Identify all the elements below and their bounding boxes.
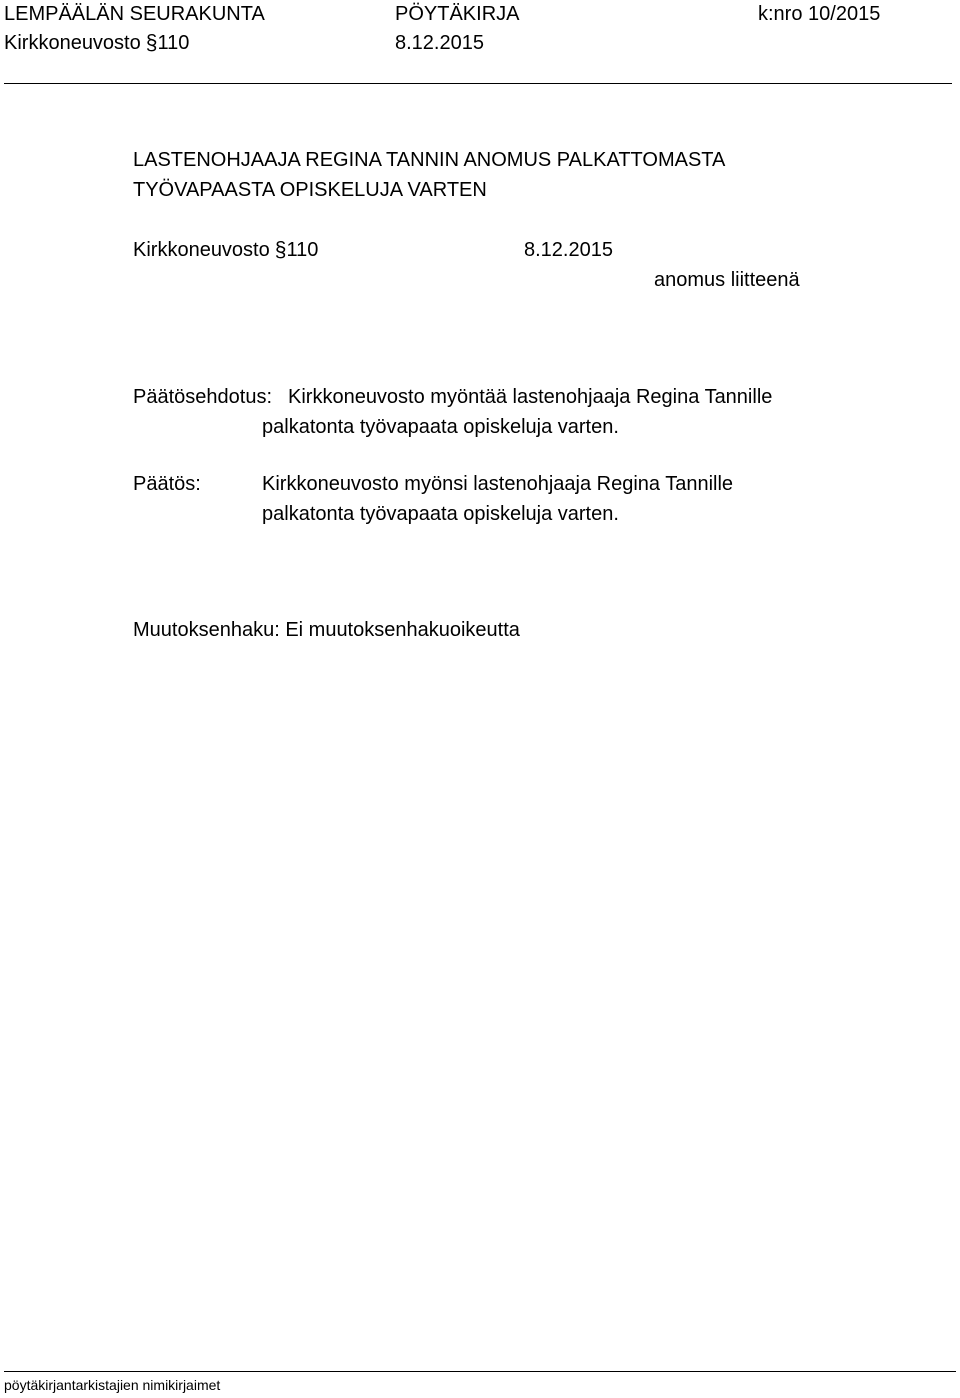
decision-label: Päätös:: [133, 473, 201, 495]
header-meeting-ref: [4, 31, 189, 55]
footer-rule: [4, 1371, 956, 1372]
proposal-line2: palkatonta työvapaata opiskeluja varten.: [262, 416, 619, 438]
header-rule: [4, 83, 952, 84]
document-type: PÖYTÄKIRJA: [395, 3, 520, 25]
item-section-number: 110: [286, 239, 319, 261]
item-date: 8.12.2015: [524, 239, 613, 261]
document-number: k:nro 10/2015: [758, 3, 881, 25]
item-title-line1: LASTENOHJAAJA REGINA TANNIN ANOMUS PALKATTOMASTA: [133, 149, 726, 171]
attachment-note: anomus liitteenä: [654, 269, 800, 291]
header-date: 8.12.2015: [395, 32, 484, 54]
decision-line1: Kirkkoneuvosto myönsi lastenohjaaja Regina Tannille: [262, 473, 734, 495]
organization-name: LEMPÄÄLÄN SEURAKUNTA: [4, 3, 265, 25]
signatures-label: pöytäkirjantarkistajien nimikirjaimet: [4, 1377, 221, 1393]
item-body-name: Kirkkoneuvosto: [133, 239, 270, 261]
decision-line2: palkatonta työvapaata opiskeluja varten.: [262, 503, 619, 525]
item-section-sign: §: [275, 238, 287, 262]
appeal-notice: Muutoksenhaku: Ei muutoksenhakuoikeutta: [133, 619, 520, 641]
header-body-name: Kirkkoneuvosto: [4, 32, 141, 54]
item-title-line2: TYÖVAPAASTA OPISKELUJA VARTEN: [133, 179, 487, 201]
proposal-label: Päätösehdotus:: [133, 386, 272, 408]
header-section-number: 110: [157, 32, 190, 54]
header-section-sign: §: [146, 31, 158, 55]
item-meeting-ref: [133, 235, 318, 265]
proposal-line1: Kirkkoneuvosto myöntää lastenohjaaja Regina Tannille: [288, 386, 773, 408]
